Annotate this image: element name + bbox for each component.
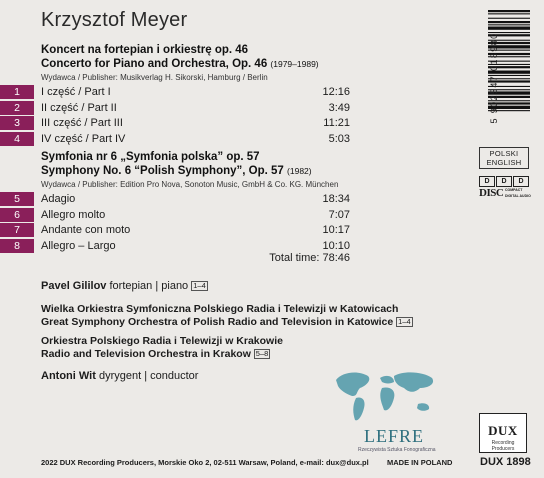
pianist-tracks: 1–4 (193, 281, 206, 290)
track-row (0, 192, 350, 207)
tracklist-concerto (0, 85, 350, 149)
track-title: Allegro molto (41, 208, 106, 221)
track-number: 3 (0, 116, 34, 130)
track-duration: 3:49 (328, 101, 350, 114)
orchestra2-name-en: Radio and Television Orchestra in Krakow (41, 348, 251, 360)
track-title: III część / Part III (41, 117, 123, 129)
track-duration: 10:10 (322, 239, 350, 252)
track-number: 2 (0, 101, 34, 115)
made-in-poland: MADE IN POLAND (387, 458, 453, 467)
track-number: 4 (0, 132, 34, 146)
track-row (0, 116, 350, 131)
track-duration: 10:17 (322, 224, 350, 236)
track-row (0, 101, 350, 116)
symphony-title-en-text: Symphony No. 6 “Polish Symphony”, Op. 57 (41, 165, 284, 177)
track-row (0, 223, 350, 238)
track-number: 6 (0, 208, 34, 222)
orchestra1-name-en-line (41, 315, 413, 329)
disc-logo-text: DISC (479, 187, 504, 199)
dux-logo (479, 413, 527, 453)
language-polish: POLSKI (489, 149, 519, 158)
dux-logo-text: DUX (488, 423, 518, 438)
track-number: 8 (0, 239, 34, 253)
track-title: IV część / Part IV (41, 132, 126, 145)
lefre-logo: LEFRE (364, 426, 425, 446)
digital-audio-label: DIGITAL AUDIO (505, 194, 531, 198)
track-duration: 5:03 (328, 132, 350, 145)
compact-label: COMPACT (505, 188, 523, 192)
barcode-digits: 5 902547 018980 (489, 32, 499, 124)
composer-name: Krzysztof Meyer (41, 9, 188, 31)
conductor-name: Antoni Wit (41, 370, 96, 382)
concerto-title-en-text: Concerto for Piano and Orchestra, Op. 46 (41, 58, 268, 70)
track-number: 1 (0, 85, 34, 99)
pianist-role: fortepian | piano (109, 280, 189, 292)
track-row (0, 85, 350, 100)
ddd-compact-disc-logo (479, 176, 531, 199)
symphony-title-en (41, 164, 312, 178)
orchestra1-tracks: 1–4 (398, 317, 411, 326)
world-map-icon (328, 366, 443, 426)
lefre-tagline: Rzeczywista Sztuka Fonograficzna (358, 447, 436, 453)
compact-disc-icon (479, 187, 531, 200)
conductor-role: dyrygent | conductor (98, 370, 199, 382)
barcode-digits-wrap (476, 8, 499, 148)
ddd-letter-2: D (496, 176, 512, 187)
orchestra2-tracks: 5–8 (255, 349, 269, 358)
track-number: 7 (0, 223, 34, 237)
conductor-credit (41, 369, 198, 383)
track-duration: 11:21 (323, 117, 350, 129)
track-title: Adagio (41, 193, 76, 205)
concerto-publisher: Wydawca / Publisher: Musikverlag H. Sikorski, Hamburg / Berlin (41, 73, 268, 82)
pianist-credit (41, 279, 208, 293)
orchestra2-name-pl: Orkiestra Polskiego Radia i Telewizji w Krakowie (41, 335, 283, 347)
ddd-letter-3: D (513, 176, 529, 187)
pianist-name: Pavel Gililov (41, 280, 107, 292)
symphony-title-pl: Symfonia nr 6 „Symfonia polska” op. 57 (41, 151, 260, 163)
symphony-dates: (1982) (287, 166, 312, 176)
track-title: I część / Part I (41, 86, 111, 98)
track-title: Allegro – Largo (41, 239, 116, 252)
ddd-letters (479, 176, 529, 187)
concerto-title-en (41, 57, 319, 71)
orchestra2-name-en-line (41, 347, 270, 361)
track-title: Andante con moto (41, 224, 131, 236)
catalog-number: DUX 1898 (480, 456, 531, 468)
language-badge (479, 147, 529, 169)
orchestra1-name-en: Great Symphony Orchestra of Polish Radio and Television in Katowice (41, 316, 394, 328)
total-time: Total time: 78:46 (269, 252, 350, 264)
copyright-notice: 2022 DUX Recording Producers, Morskie Oko 2, 02-511 Warsaw, Poland, e-mail: dux@dux.pl (41, 458, 369, 467)
dux-logo-subtitle: Recording Producers (491, 440, 515, 452)
track-title: II część / Part II (41, 101, 117, 114)
orchestra1-name-pl: Wielka Orkiestra Symfoniczna Polskiego Radia i Telewizji w Katowicach (41, 303, 399, 315)
concerto-dates: (1979–1989) (270, 59, 319, 69)
track-duration: 12:16 (322, 86, 350, 98)
track-number: 5 (0, 192, 34, 206)
symphony-publisher: Wydawca / Publisher: Edition Pro Nova, Sonoton Music, GmbH & Co. KG. München (41, 180, 339, 189)
track-duration: 7:07 (328, 208, 350, 221)
language-english: ENGLISH (486, 158, 522, 167)
track-row (0, 132, 350, 147)
tracklist-symphony (0, 192, 350, 256)
concerto-title-pl: Koncert na fortepian i orkiestrę op. 46 (41, 44, 249, 56)
ddd-letter-1: D (479, 176, 495, 187)
track-row (0, 208, 350, 223)
track-duration: 18:34 (322, 193, 350, 205)
